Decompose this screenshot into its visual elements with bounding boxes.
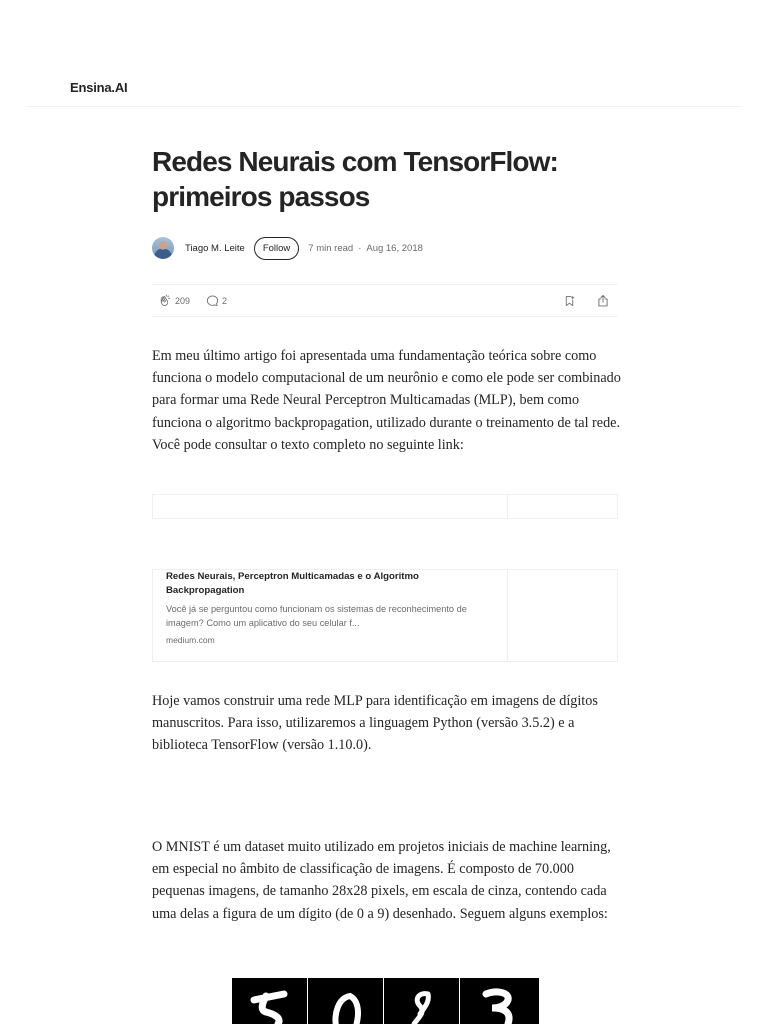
meta-separator: ·: [358, 242, 362, 254]
mnist-sample-image: [232, 978, 539, 1024]
embed-thumbnail: [507, 570, 617, 661]
digit-sample-8: [384, 978, 460, 1024]
embed-description: Você já se perguntou como funcionam os sistemas de reconhecimento de imagem? Como um aplicativo do seu celular f...: [166, 604, 467, 628]
share-button[interactable]: [596, 294, 610, 308]
embed-title: Redes Neurais, Perceptron Multicamadas e o Algoritmo Backpropagation: [166, 571, 419, 596]
digit-sample-3: [460, 978, 539, 1024]
author-row: [152, 235, 618, 261]
digit-sample-5: [232, 978, 308, 1024]
bookmark-icon: [563, 294, 576, 308]
action-bar: [152, 284, 618, 317]
share-icon: [596, 294, 610, 308]
digit-sample-0: [308, 978, 384, 1024]
paragraph-intro: Em meu último artigo foi apresentada uma fundamentação teórica sobre como funciona o modelo computacional de um neurônio e como ele pode ser combinado para formar uma Rede Neural Perceptron Multicamadas (MLP), bem como funciona o algoritmo backpropagation, utilizado durante o treinamento de tal rede. Você pode consultar o texto completo no seguinte link:: [152, 348, 621, 453]
follow-button[interactable]: Follow: [254, 237, 299, 260]
response-count: 2: [222, 295, 228, 306]
response-button[interactable]: [206, 294, 227, 307]
publish-date: Aug 16, 2018: [366, 242, 423, 254]
bookmark-button[interactable]: [563, 294, 576, 308]
article-meta: [308, 243, 423, 254]
paragraph-mnist: O MNIST é um dataset muito utilizado em projetos iniciais de machine learning, em especial no âmbito de classificação de imagens. É composto de 70.000 pequenas imagens, de tamanho 28x28 pixels, em escala de cinza, contendo cada uma delas a figura de um dígito (de 0 a 9) desenhado. Seguem alguns exemplos:: [152, 839, 611, 922]
clap-icon: [158, 294, 172, 308]
secondary-actions: [563, 294, 610, 308]
article-title: Redes Neurais com TensorFlow: primeiros passos: [152, 146, 558, 212]
embed-text: [166, 570, 496, 645]
embed-placeholder-thumbnail: [507, 495, 617, 518]
embed-placeholder[interactable]: [152, 494, 618, 519]
publication-logo[interactable]: Ensina.AI: [70, 80, 128, 95]
top-bar: [26, 0, 742, 107]
clap-count: 209: [175, 295, 191, 306]
author-avatar[interactable]: [152, 237, 174, 259]
response-icon: [206, 294, 219, 307]
read-time: 7 min read: [308, 242, 354, 254]
paragraph-goal: Hoje vamos construir uma rede MLP para identificação em imagens de dígitos manuscritos. Para isso, utilizaremos a linguagem Python (versão 3.5.2) e a biblioteca TensorFlow (versão 1.10.0).: [152, 693, 598, 754]
embed-domain: medium.com: [166, 635, 215, 645]
author-name[interactable]: Tiago M. Leite: [185, 242, 245, 254]
link-embed-card[interactable]: [152, 569, 618, 662]
clap-button[interactable]: [158, 294, 190, 308]
